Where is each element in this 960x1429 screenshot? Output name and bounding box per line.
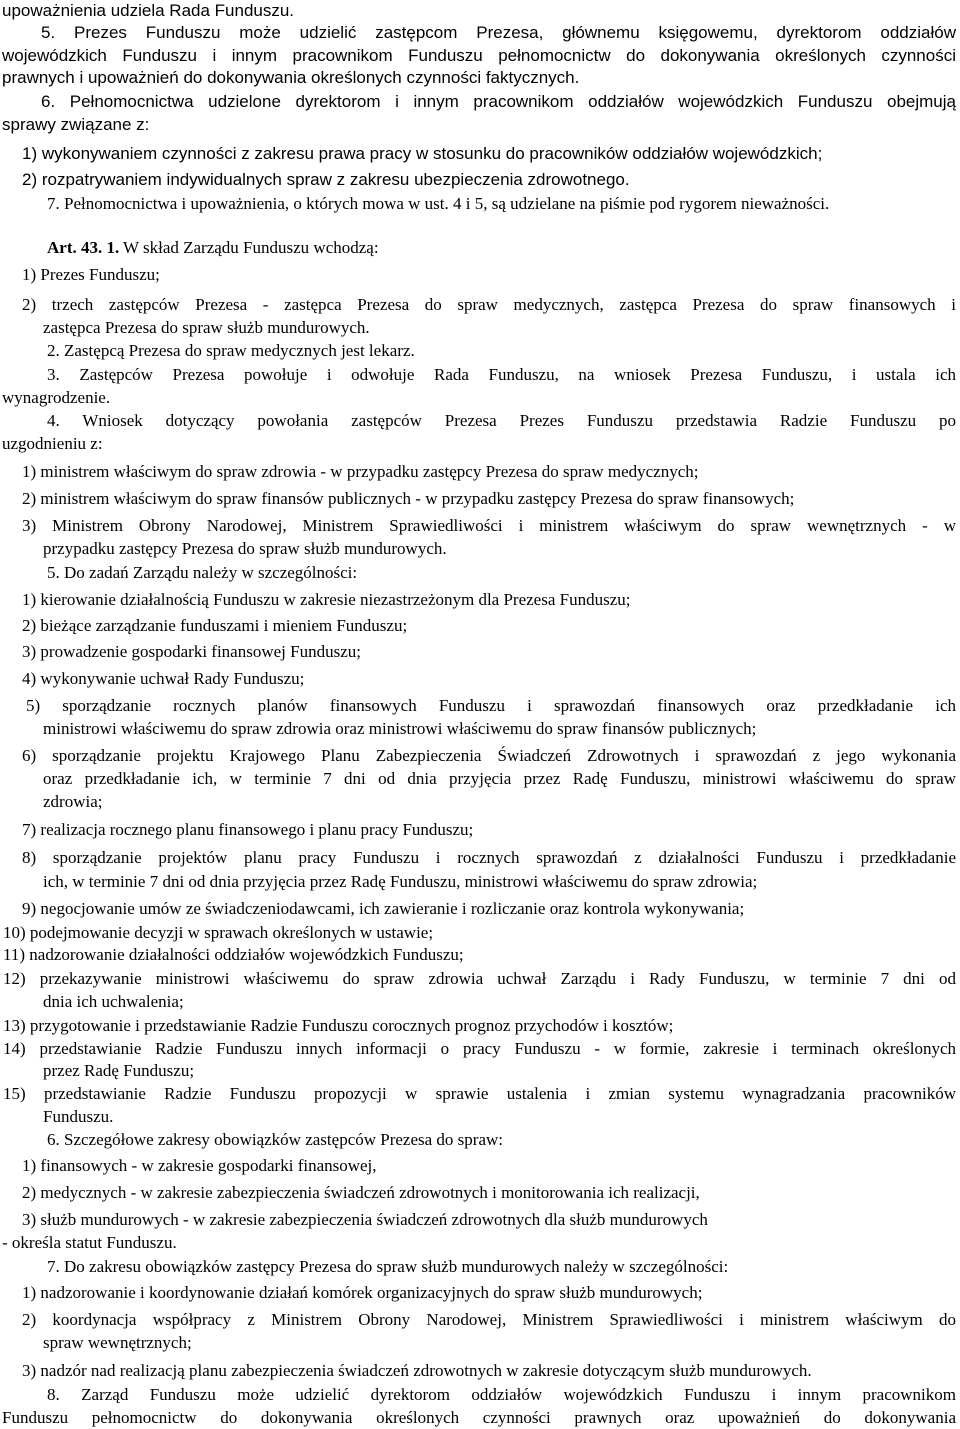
text-line: 10) podejmowanie decyzji w sprawach określonych w ustawie;	[3, 923, 434, 942]
text-line: Funduszu pełnomocnictw do dokonywania określonych czynności prawnych oraz upoważnień do dokonywania	[2, 1408, 956, 1427]
text-line: oraz przedkładanie ich, w terminie 7 dni od dnia przyjęcia przez Radę Funduszu, ministrowi właściwemu do spraw	[43, 769, 956, 788]
text-line: 2) ministrem właściwym do spraw finansów publicznych - w przypadku zastępcy Prezesa do spraw finansowych;	[22, 489, 795, 508]
text-line: 4. Wniosek dotyczący powołania zastępców Prezesa Prezes Funduszu przedstawia Radzie Funduszu po	[47, 411, 956, 430]
text-line: ich, w terminie 7 dni od dnia przyjęcia przez Radę Funduszu, ministrowi właściwemu do spraw zdrowia;	[43, 872, 758, 891]
text-line: upoważnienia udziela Rada Funduszu.	[2, 1, 295, 20]
text-line: prawnych i upoważnień do dokonywania określonych czynności faktycznych.	[2, 68, 580, 87]
text-line: 1) wykonywaniem czynności z zakresu prawa pracy w stosunku do pracowników oddziałów wojewódzkich;	[22, 144, 823, 163]
text-line: wojewódzkich Funduszu i innym pracownikom Funduszu pełnomocnictw do dokonywania określonych czynności	[2, 46, 956, 65]
text-line: 7) realizacja rocznego planu finansowego i planu pracy Funduszu;	[22, 820, 474, 839]
text-line: 6) sporządzanie projektu Krajowego Planu Zabezpieczenia Świadczeń Zdrowotnych i sprawozdań z jego wykonania	[22, 746, 956, 765]
text-line: 1) finansowych - w zakresie gospodarki finansowej,	[22, 1156, 377, 1175]
text-line: 1) ministrem właściwym do spraw zdrowia - w przypadku zastępcy Prezesa do spraw medycznych;	[22, 462, 699, 481]
text-line: zdrowia;	[43, 792, 103, 811]
text-line: 5. Prezes Funduszu może udzielić zastępcom Prezesa, głównemu księgowemu, dyrektorom oddziałów	[41, 23, 956, 42]
text-line: przypadku zastępcy Prezesa do spraw służb mundurowych.	[43, 539, 447, 558]
text-line: dnia ich uchwalenia;	[43, 992, 184, 1011]
text-line: 2) bieżące zarządzanie funduszami i mieniem Funduszu;	[22, 616, 408, 635]
text-line: - określa statut Funduszu.	[2, 1233, 177, 1252]
text-line: 2) koordynacja współpracy z Ministrem Obrony Narodowej, Ministrem Sprawiedliwości i ministrem właściwym do	[22, 1310, 956, 1329]
text-line: W skład Zarządu Funduszu wchodzą:	[123, 238, 379, 257]
text-line: 3) prowadzenie gospodarki finansowej Funduszu;	[22, 642, 361, 661]
text-line: 9) negocjowanie umów ze świadczeniodawcami, ich zawieranie i rozliczanie oraz kontrola wykonywania;	[22, 899, 745, 918]
text-line: 4) wykonywanie uchwał Rady Funduszu;	[22, 669, 305, 688]
text-line: 5. Do zadań Zarządu należy w szczególności:	[47, 563, 358, 582]
text-line: 1) kierowanie działalnością Funduszu w zakresie niezastrzeżonym dla Prezesa Funduszu;	[22, 590, 631, 609]
text-line: 3) Ministrem Obrony Narodowej, Ministrem Sprawiedliwości i ministrem właściwym do spraw wewnętrznych - w	[22, 516, 956, 535]
text-line: 3) służb mundurowych - w zakresie zabezpieczenia świadczeń zdrowotnych dla służb mundurowych	[22, 1210, 708, 1229]
text-line: zastępca Prezesa do spraw służb mundurowych.	[43, 318, 370, 337]
text-line: 2. Zastępcą Prezesa do spraw medycznych jest lekarz.	[47, 341, 415, 360]
text-line: 1) nadzorowanie i koordynowanie działań komórek organizacyjnych do spraw służb mundurowych;	[22, 1283, 703, 1302]
text-line: 6. Szczegółowe zakresy obowiązków zastępców Prezesa do spraw:	[47, 1130, 503, 1149]
text-line: 12) przekazywanie ministrowi właściwemu do spraw zdrowia uchwał Zarządu i Rady Funduszu, w terminie 7 dni od	[3, 969, 956, 988]
text-line: ministrowi właściwemu do spraw zdrowia oraz ministrowi właściwemu do spraw finansów publicznych;	[43, 719, 757, 738]
text-line: 2) trzech zastępców Prezesa - zastępca Prezesa do spraw medycznych, zastępca Prezesa do spraw finansowych i	[22, 295, 956, 314]
text-line: wynagrodzenie.	[2, 388, 111, 407]
text-line: spraw wewnętrznych;	[43, 1333, 192, 1352]
text-line: przez Radę Funduszu;	[43, 1061, 195, 1080]
text-line: 2) rozpatrywaniem indywidualnych spraw z zakresu ubezpieczenia zdrowotnego.	[22, 170, 630, 189]
text-line: uzgodnieniu z:	[2, 434, 103, 453]
text-line: 3) nadzór nad realizacją planu zabezpieczenia świadczeń zdrowotnych w zakresie dotyczącym służb mundurowych.	[22, 1361, 812, 1380]
text-line: 3. Zastępców Prezesa powołuje i odwołuje Rada Funduszu, na wniosek Prezesa Funduszu, i ustala ich	[47, 365, 956, 384]
text-line: 14) przedstawianie Radzie Funduszu innych informacji o pracy Funduszu - w formie, zakresie i terminach określonych	[3, 1039, 956, 1058]
text-line: 15) przedstawianie Radzie Funduszu propozycji w sprawie ustalenia i zmian systemu wynagradzania pracowników	[3, 1084, 956, 1103]
text-line: Funduszu.	[43, 1107, 114, 1126]
text-line: 5) sporządzanie rocznych planów finansowych Funduszu i sprawozdań finansowych oraz przedkładanie ich	[26, 696, 956, 715]
text-line: sprawy związane z:	[2, 115, 150, 134]
text-line: 7. Do zakresu obowiązków zastępcy Prezesa do spraw służb mundurowych należy w szczególności:	[47, 1257, 729, 1276]
text-line: 7. Pełnomocnictwa i upoważnienia, o których mowa w ust. 4 i 5, są udzielane na piśmie pod rygorem nieważności.	[47, 194, 830, 213]
text-line: 11) nadzorowanie działalności oddziałów wojewódzkich Funduszu;	[3, 945, 464, 964]
text-line: 8) sporządzanie projektów planu pracy Funduszu i rocznych sprawozdań z działalności Funduszu i przedkładanie	[22, 848, 956, 867]
text-line: 2) medycznych - w zakresie zabezpieczenia świadczeń zdrowotnych i monitorowania ich realizacji,	[22, 1183, 700, 1202]
text-line: 8. Zarząd Funduszu może udzielić dyrektorom oddziałów wojewódzkich Funduszu i innym pracownikom	[47, 1385, 956, 1404]
text-line: 1) Prezes Funduszu;	[22, 265, 160, 284]
text-line: 13) przygotowanie i przedstawianie Radzie Funduszu corocznych prognoz przychodów i kosztów;	[3, 1016, 674, 1035]
text-line: 6. Pełnomocnictwa udzielone dyrektorom i innym pracownikom oddziałów wojewódzkich Funduszu obejmują	[41, 92, 956, 111]
article-heading: Art. 43. 1.	[47, 238, 120, 257]
